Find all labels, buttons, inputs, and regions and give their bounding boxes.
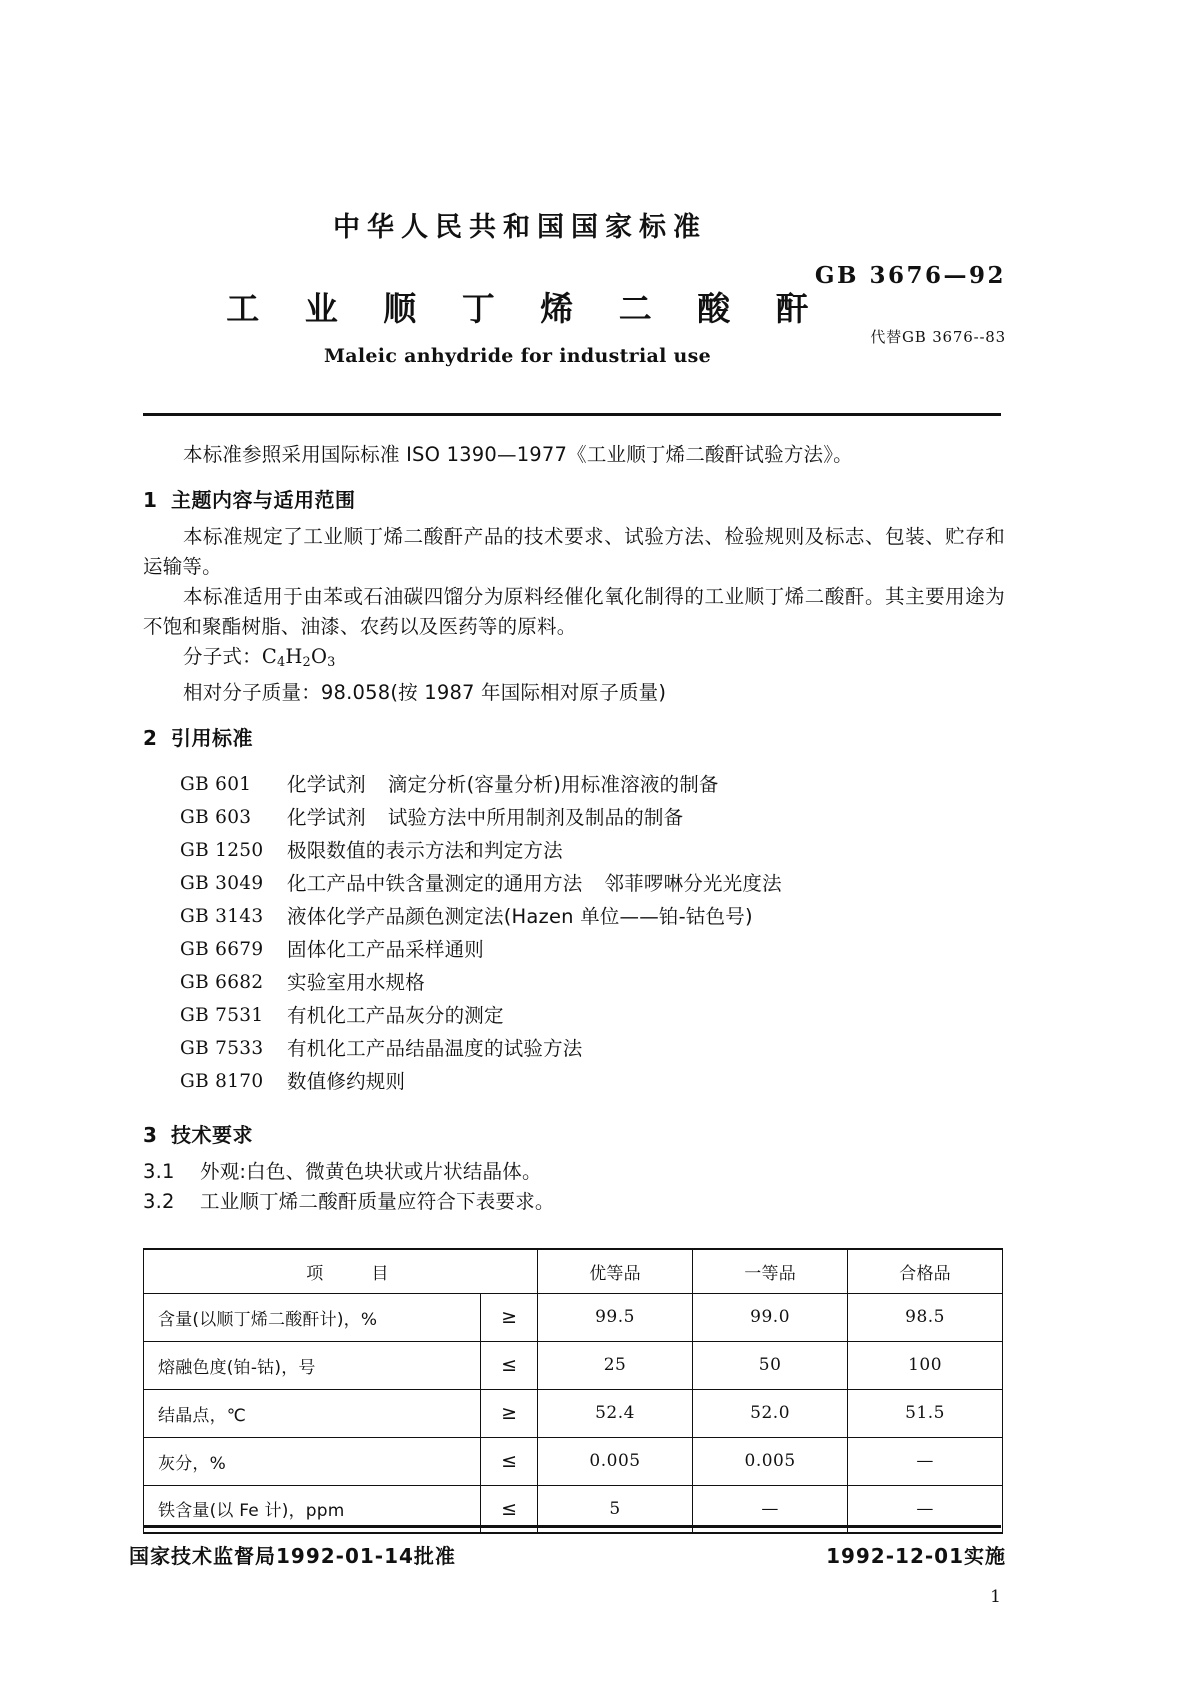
- table-row: [144, 1293, 1003, 1341]
- subsection-3-2-text: 工业顺丁烯二酸酐质量应符合下表要求。: [200, 1190, 555, 1214]
- table-header-item-char1: 项: [306, 1263, 324, 1284]
- ref-name-part1: 有机化工产品灰分的测定: [287, 1004, 504, 1028]
- ref-code: GB 3143: [180, 906, 264, 928]
- table-header-grade-1: 优等品: [537, 1249, 692, 1293]
- standard-code: GB 3676—92: [814, 262, 1006, 289]
- ref-code: GB 603: [180, 807, 252, 829]
- table-cell-item: 含量(以顺丁烯二酸酐计)，%: [144, 1293, 481, 1341]
- subsection-3-1: [143, 1157, 1005, 1187]
- section-2-number: 2: [143, 726, 158, 751]
- table-cell-value-grade-2: —: [693, 1485, 848, 1533]
- atom-c: C: [261, 645, 277, 668]
- section-3-number: 3: [143, 1123, 158, 1148]
- relative-molecular-mass-line: 相对分子质量：98.058(按 1987 年国际相对原子质量): [183, 681, 667, 705]
- ref-code: GB 601: [180, 774, 252, 796]
- list-item: [143, 1065, 1005, 1098]
- table-cell-value-grade-3: 51.5: [848, 1389, 1003, 1437]
- intro-paragraph: 本标准参照采用国际标准 ISO 1390—1977《工业顺丁烯二酸酐试验方法》。: [183, 443, 853, 466]
- subsection-3-1-text: 外观:白色、微黄色块状或片状结晶体。: [200, 1160, 542, 1184]
- ref-name: [287, 933, 1005, 966]
- ref-name-part1: 实验室用水规格: [287, 971, 425, 995]
- ref-name: [287, 1065, 1005, 1098]
- section-1-number: 1: [143, 488, 158, 512]
- section-1-paragraph-1: 本标准规定了工业顺丁烯二酸酐产品的技术要求、试验方法、检验规则及标志、包装、贮存和运输等。: [143, 525, 1005, 578]
- table-cell-value-grade-3: 98.5: [848, 1293, 1003, 1341]
- table-cell-value-grade-2: 52.0: [693, 1389, 848, 1437]
- atom-o-count: 3: [327, 655, 336, 671]
- national-standard-label: 中华人民共和国国家标准: [333, 212, 707, 243]
- section-2-heading: [143, 726, 1005, 751]
- footer-effective-date: 1992-12-01实施: [826, 1544, 1006, 1568]
- molecular-formula-value: [261, 645, 336, 671]
- table-cell-value-grade-1: 5: [537, 1485, 692, 1533]
- list-item: [143, 768, 1005, 801]
- list-item: [143, 900, 1005, 933]
- table-cell-value-grade-3: —: [848, 1437, 1003, 1485]
- ref-name: [287, 867, 1005, 900]
- ref-name: [287, 801, 1005, 834]
- table-cell-symbol: ≥: [481, 1389, 538, 1437]
- list-item: [143, 834, 1005, 867]
- subsection-3-1-number: 3.1: [143, 1160, 175, 1184]
- list-item: [143, 867, 1005, 900]
- ref-name: [287, 1032, 1005, 1065]
- ref-code: GB 6679: [180, 939, 264, 961]
- table-cell-item: 结晶点，℃: [144, 1389, 481, 1437]
- ref-code: GB 7533: [180, 1038, 264, 1060]
- ref-name: [287, 900, 1005, 933]
- table-cell-item: 铁含量(以 Fe 计)，ppm: [144, 1485, 481, 1533]
- table-cell-value-grade-3: 100: [848, 1341, 1003, 1389]
- ref-name: [287, 999, 1005, 1032]
- table-cell-item: 灰分，%: [144, 1437, 481, 1485]
- table-cell-value-grade-3: —: [848, 1485, 1003, 1533]
- table-cell-item: 熔融色度(铂-钴)，号: [144, 1341, 481, 1389]
- page-number: 1: [990, 1587, 1001, 1607]
- ref-code: GB 7531: [180, 1005, 264, 1027]
- table-cell-value-grade-1: 99.5: [537, 1293, 692, 1341]
- table-header-grade-2: 一等品: [693, 1249, 848, 1293]
- ref-name-part2: 试验方法中所用制剂及制品的制备: [387, 806, 684, 830]
- table-cell-value-grade-1: 52.4: [537, 1389, 692, 1437]
- table-cell-symbol: ≤: [481, 1341, 538, 1389]
- table-cell-symbol: ≤: [481, 1485, 538, 1533]
- table-cell-value-grade-2: 0.005: [693, 1437, 848, 1485]
- table-header-item-char2: 目: [371, 1263, 389, 1284]
- section-1-heading: [143, 490, 1005, 510]
- atom-c-count: 4: [276, 655, 286, 671]
- atom-h: H: [285, 645, 303, 668]
- ref-code: GB 6682: [180, 972, 264, 994]
- ref-name-part1: 数值修约规则: [287, 1070, 406, 1094]
- ref-code: GB 1250: [180, 840, 264, 862]
- table-cell-value-grade-2: 50: [693, 1341, 848, 1389]
- list-item: [143, 933, 1005, 966]
- section-1-paragraph-2: 本标准适用于由苯或石油碳四馏分为原料经催化氧化制得的工业顺丁烯二酸酐。其主要用途为不饱和聚酯树脂、油漆、农药以及医药等的原料。: [143, 585, 1005, 638]
- table-header-grade-3: 合格品: [848, 1249, 1003, 1293]
- section-2-title: 引用标准: [171, 726, 253, 751]
- ref-code: GB 8170: [180, 1071, 264, 1093]
- table-header-row: [144, 1249, 1003, 1293]
- molecular-formula-label: 分子式：: [183, 645, 262, 668]
- table-cell-symbol: ≥: [481, 1293, 538, 1341]
- subsection-3-2-number: 3.2: [143, 1190, 175, 1214]
- ref-name-part1: 有机化工产品结晶温度的试验方法: [287, 1037, 583, 1061]
- ref-code: GB 3049: [180, 873, 264, 895]
- list-item: [143, 999, 1005, 1032]
- ref-name-part2: 邻菲啰啉分光光度法: [604, 872, 782, 896]
- ref-name-part1: 化学试剂: [287, 773, 366, 797]
- atom-h-count: 2: [302, 655, 311, 671]
- table-header-item: [144, 1249, 538, 1293]
- table-cell-value-grade-2: 99.0: [693, 1293, 848, 1341]
- table-row: [144, 1437, 1003, 1485]
- ref-name-part1: 极限数值的表示方法和判定方法: [287, 839, 563, 863]
- ref-name: [287, 966, 1005, 999]
- footer-approval: 国家技术监督局1992-01-14批准: [129, 1544, 456, 1568]
- footer-divider: [143, 1525, 1001, 1528]
- section-3-heading: [143, 1123, 1005, 1148]
- list-item: [143, 801, 1005, 834]
- specification-table: [143, 1248, 1003, 1534]
- molecular-formula-line: [143, 642, 1005, 678]
- document-title-cn: 工 业 顺 丁 烯 二 酸 酐: [226, 289, 826, 328]
- table-cell-symbol: ≤: [481, 1437, 538, 1485]
- document-body: [143, 440, 1005, 1217]
- table-cell-value-grade-1: 25: [537, 1341, 692, 1389]
- list-item: [143, 1032, 1005, 1065]
- ref-name-part1: 化工产品中铁含量测定的通用方法: [287, 872, 583, 896]
- atom-o: O: [310, 645, 328, 668]
- ref-name: [287, 834, 1005, 867]
- table-row: [144, 1341, 1003, 1389]
- ref-name-part1: 化学试剂: [287, 806, 366, 830]
- ref-name-part2: 滴定分析(容量分析)用标准溶液的制备: [387, 773, 719, 797]
- ref-name-part1: 液体化学产品颜色测定法(Hazen 单位——铂-钴色号): [287, 905, 753, 929]
- header-divider: [143, 413, 1001, 416]
- ref-name-part1: 固体化工产品采样通则: [287, 938, 485, 962]
- subsection-3-2: [143, 1187, 1005, 1217]
- section-1-title: 主题内容与适用范围: [171, 488, 356, 512]
- section-3-title: 技术要求: [171, 1123, 253, 1148]
- table-row: [144, 1389, 1003, 1437]
- document-title-en: Maleic anhydride for industrial use: [323, 345, 712, 367]
- list-item: [143, 966, 1005, 999]
- table-cell-value-grade-1: 0.005: [537, 1437, 692, 1485]
- ref-name: [287, 768, 1005, 801]
- replaces-label: 代替GB 3676--83: [870, 328, 1006, 346]
- referenced-standards-list: [143, 768, 1005, 1098]
